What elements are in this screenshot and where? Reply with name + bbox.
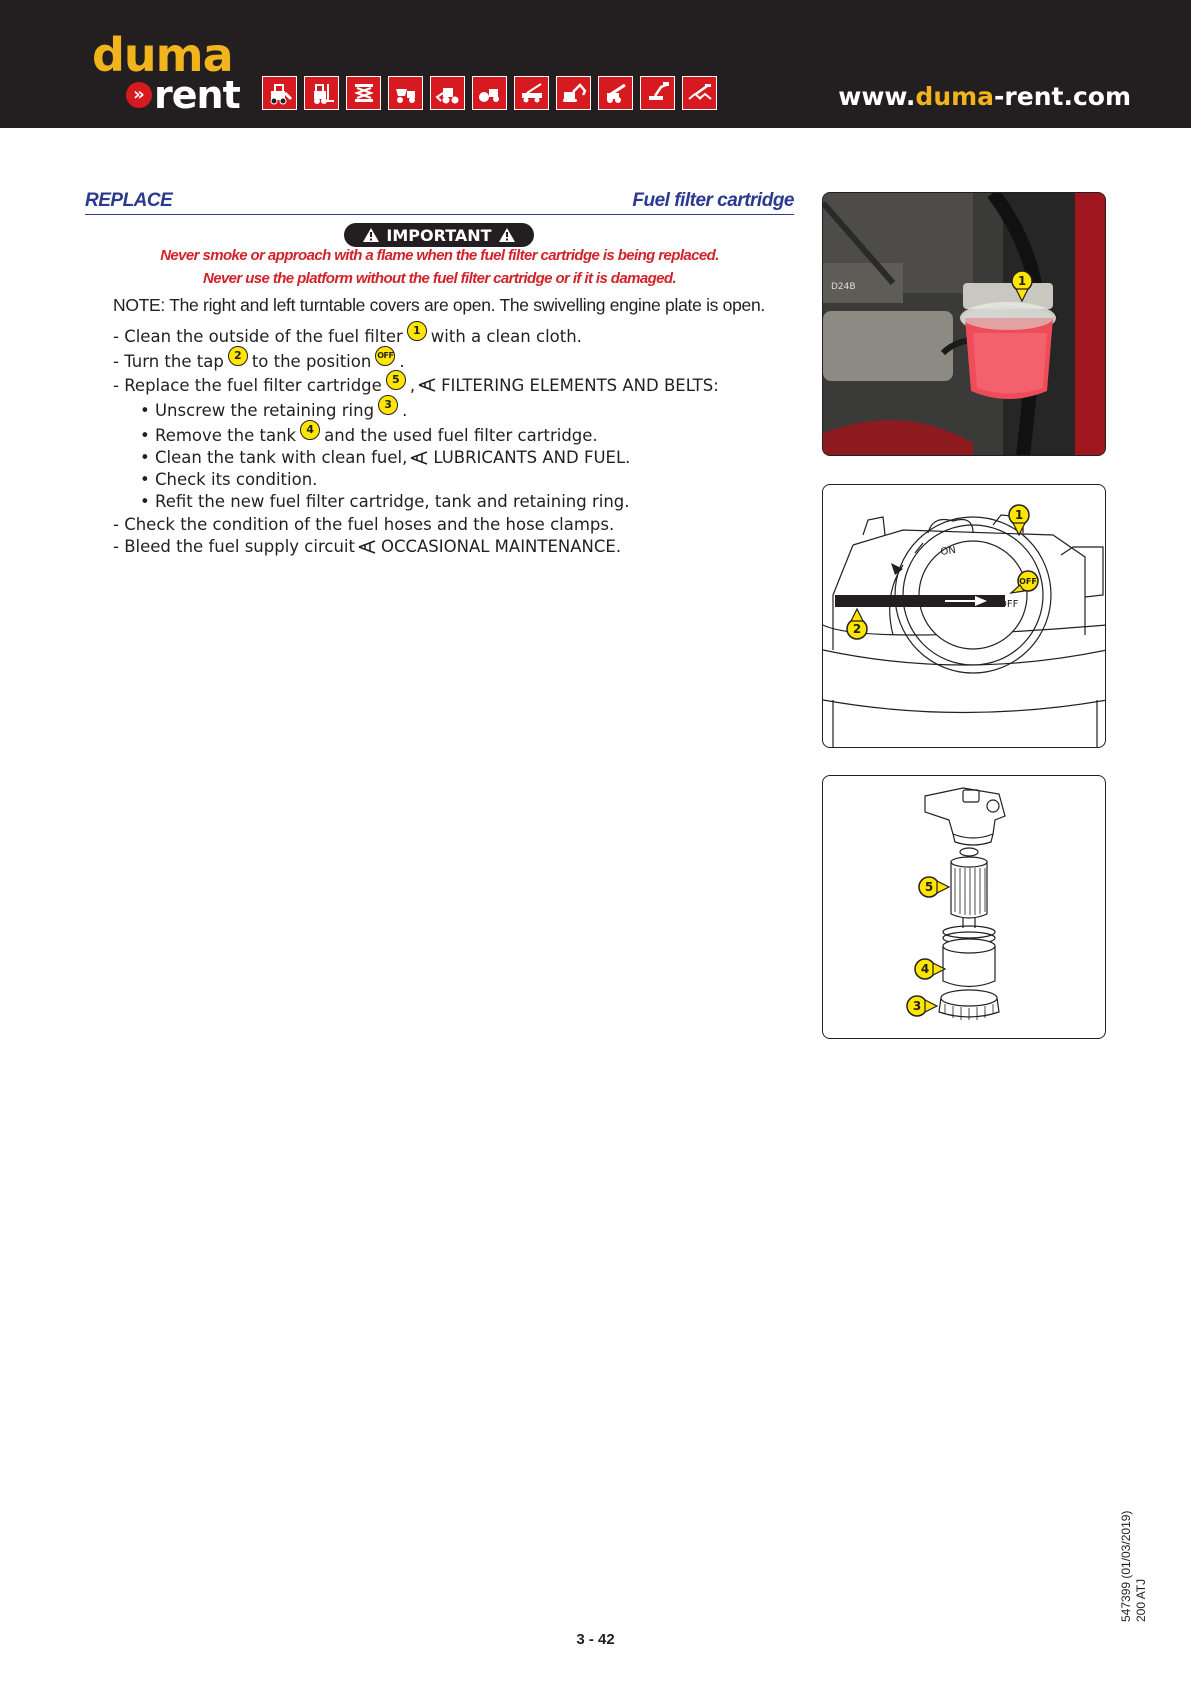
step-text: - Replace the fuel filter cartridge <box>113 375 382 395</box>
warning-line-2: Never use the platform without the fuel filter cartridge or if it is damaged. <box>202 270 677 287</box>
logo-word-rent: rent <box>154 73 240 117</box>
step-text: - Check the condition of the fuel hoses and the hose clamps. <box>113 515 615 534</box>
callout-badge: 2 <box>228 346 248 366</box>
url-accent: duma <box>915 82 995 111</box>
step-text: - Turn the tap <box>113 351 224 371</box>
callout-label: 2 <box>852 622 862 636</box>
step-text: , <box>409 375 416 395</box>
callout-label: OFF <box>1019 577 1037 586</box>
mini-dumper-icon <box>388 76 423 110</box>
step-text: with a clean cloth. <box>430 326 582 346</box>
telehandler-icon <box>598 76 633 110</box>
cross-reference-link[interactable]: FILTERING ELEMENTS AND BELTS: <box>441 375 719 395</box>
boom-lift-icon <box>640 76 675 110</box>
warning-triangle-icon <box>362 227 380 243</box>
callout-badge: 5 <box>386 370 406 390</box>
step-text: and the used fuel filter cartridge. <box>324 425 598 445</box>
section-action: REPLACE <box>85 190 173 211</box>
step-text: • Check its condition. <box>140 470 318 489</box>
document-code: 547399 (01/03/2019) <box>1119 1510 1133 1622</box>
page-header <box>0 0 1191 128</box>
spider-lift-icon <box>682 76 717 110</box>
loader-icon <box>430 76 465 110</box>
off-label: OFF <box>999 599 1019 610</box>
step-turn-tap <box>113 351 405 371</box>
forklift-icon <box>304 76 339 110</box>
callout-label: 5 <box>924 880 934 894</box>
step-check-hoses <box>113 515 614 534</box>
engine-photo-figure <box>822 192 1106 456</box>
callout-badge: 4 <box>300 420 320 440</box>
cross-reference-icon <box>417 378 437 392</box>
roller-icon <box>472 76 507 110</box>
step-clean-filter <box>113 326 582 346</box>
step-unscrew-ring <box>140 400 407 420</box>
cross-reference-icon <box>357 540 377 554</box>
document-reference <box>1119 1510 1148 1622</box>
warning-triangle-icon <box>498 227 516 243</box>
logo-word-duma: duma <box>92 28 233 82</box>
step-bleed-circuit <box>113 537 621 556</box>
step-text: • Unscrew the retaining ring <box>140 400 375 420</box>
step-text: to the position <box>251 351 372 371</box>
duma-rent-logo[interactable] <box>90 28 240 117</box>
step-text: • Remove the tank <box>140 425 297 445</box>
important-badge <box>344 223 534 247</box>
callout-label: 1 <box>1014 508 1024 522</box>
step-check-condition <box>140 470 317 489</box>
truck-crane-icon <box>514 76 549 110</box>
scissor-lift-icon <box>346 76 381 110</box>
important-label: IMPORTANT <box>386 225 492 245</box>
exploded-view-figure <box>822 775 1106 1039</box>
logo-arrow-icon: » <box>126 82 152 108</box>
cross-reference-link[interactable]: OCCASIONAL MAINTENANCE. <box>380 537 622 556</box>
page-number: 3 - 42 <box>576 1631 615 1648</box>
step-text: - Bleed the fuel supply circuit <box>113 537 355 556</box>
note-text: NOTE: The right and left turntable covers are open. The swivelling engine plate is open. <box>113 295 765 315</box>
callout-label: 3 <box>912 999 922 1013</box>
step-clean-tank <box>140 448 630 467</box>
exploded-view-illustration <box>823 776 1106 1039</box>
url-prefix: www. <box>838 82 916 111</box>
callout-badge: 3 <box>378 395 398 415</box>
off-position-badge: OFF <box>375 346 395 366</box>
website-link[interactable] <box>838 82 1131 111</box>
callout-label: 4 <box>920 962 930 976</box>
engine-photo-illustration <box>823 193 1106 456</box>
cross-reference-icon <box>409 451 429 465</box>
step-replace-cartridge <box>113 375 719 395</box>
excavator-icon <box>556 76 591 110</box>
on-label: ON <box>939 544 957 558</box>
step-text: • Clean the tank with clean fuel, <box>140 448 408 467</box>
step-text: • Refit the new fuel filter cartridge, tank and retaining ring. <box>140 492 630 511</box>
tap-diagram-illustration <box>823 485 1106 748</box>
cross-reference-link[interactable]: LUBRICANTS AND FUEL. <box>433 448 631 467</box>
step-remove-tank <box>140 425 598 445</box>
section-subject: Fuel filter cartridge <box>632 190 794 211</box>
step-text: . <box>402 400 408 420</box>
section-heading <box>85 188 794 215</box>
tap-diagram-figure <box>822 484 1106 748</box>
skid-steer-icon <box>262 76 297 110</box>
step-text: . <box>399 351 405 371</box>
step-refit-cartridge <box>140 492 630 511</box>
step-text: - Clean the outside of the fuel filter <box>113 326 403 346</box>
model-code: 200 ATJ <box>1134 1578 1148 1622</box>
callout-badge: 1 <box>407 321 427 341</box>
callout-label: 1 <box>1017 274 1027 288</box>
engine-label: D24B <box>831 282 856 292</box>
machine-icon-strip <box>262 76 717 110</box>
warning-line-1: Never smoke or approach with a flame when the fuel filter cartridge is being replaced. <box>160 247 719 264</box>
url-suffix: -rent.com <box>994 82 1131 111</box>
